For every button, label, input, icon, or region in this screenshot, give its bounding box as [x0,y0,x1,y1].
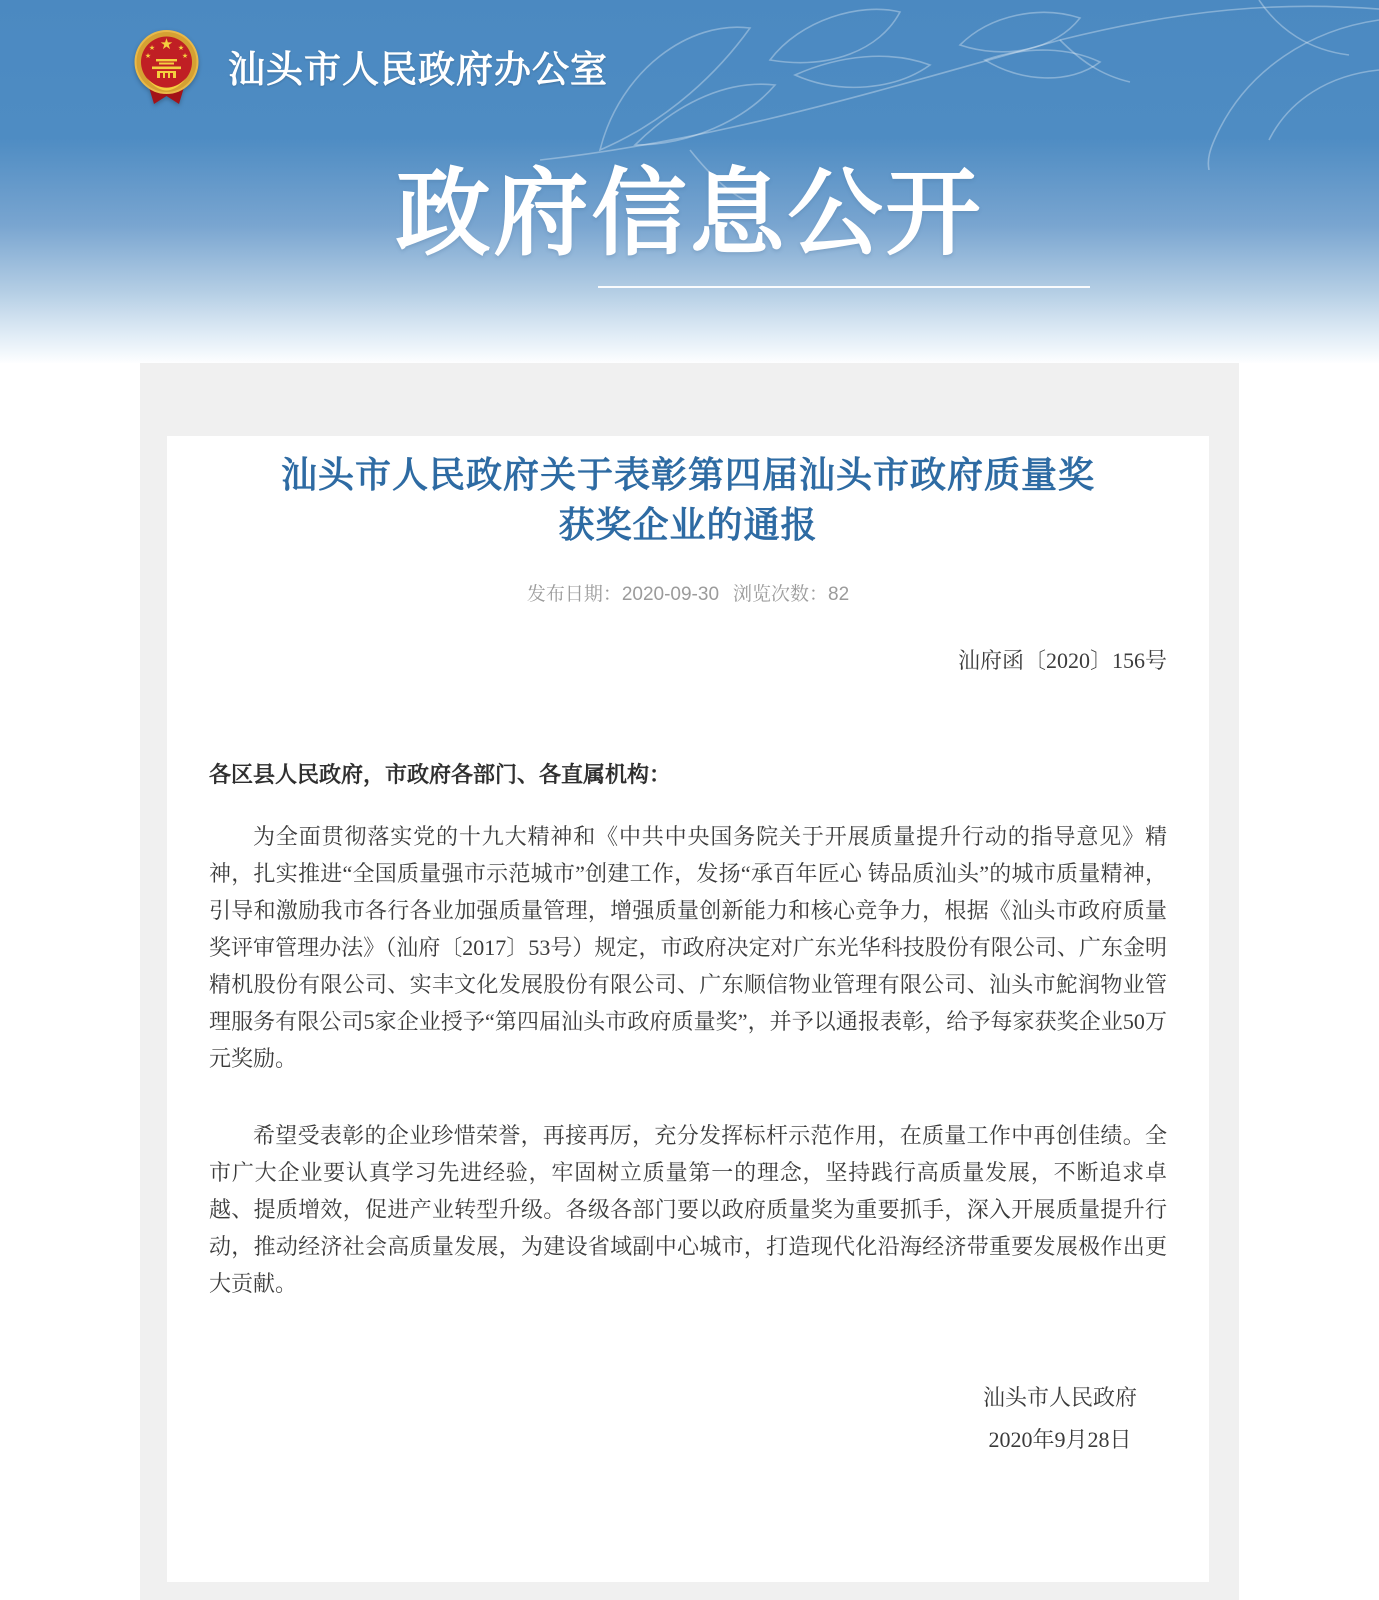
signature-block [209,1382,1167,1456]
document-number: 汕府函〔2020〕156号 [957,648,1167,673]
national-emblem-icon [133,28,200,104]
signature-inner [983,1382,1137,1456]
article-meta [209,584,1167,606]
views-value: 82 [828,584,850,605]
views-label: 浏览次数： [733,584,829,605]
svg-text:★: ★ [159,35,174,53]
svg-text:★: ★ [181,52,189,60]
section-title: 政府信息公开 [395,161,984,267]
site-brand-home-link[interactable] [133,28,608,104]
svg-text:★: ★ [148,44,156,52]
content-container [140,363,1239,1600]
article-title: 汕头市人民政府关于表彰第四届汕头市政府质量奖获奖企业的通报 [280,454,1095,545]
body-paragraph-1: 为全面贯彻落实党的十九大精神和《中共中央国务院关于开展质量提升行动的指导意见》精神，扎实推进“全国质量强市示范城市”创建工作，发扬“承百年匠心 铸品质汕头”的城市质量精神，引导和激励我市各行各业加强质量管理，增强质量创新能力和核心竞争力，根据《汕头市政府质量奖评审管理办法》（汕府〔2017〕53号）规定，市政府决定对广东光华科技股份有限公司、广东金明精机股份有限公司、实丰文化发展股份有限公司、广东顺信物业管理有限公司、汕头市鮀润物业管理服务有限公司5家企业授予“第四届汕头市政府质量奖”，并予以通报表彰，给予每家获奖企业50万元奖励。 [209,824,1167,1071]
site-header [0,0,1379,363]
title-underline [598,286,1090,288]
svg-text:★: ★ [144,52,152,60]
signature-org: 汕头市人民政府 [982,1385,1137,1410]
signature-date: 2020年9月28日 [988,1427,1132,1452]
org-name: 汕头市人民政府办公室 [228,49,608,90]
salutation: 各区县人民政府，市政府各部门、各直属机构： [209,762,672,787]
publish-date-label: 发布日期： [526,584,622,605]
publish-date-value: 2020-09-30 [621,584,720,605]
article-card [167,436,1209,1582]
body-paragraph-2: 希望受表彰的企业珍惜荣誉，再接再厉，充分发挥标杆示范作用，在质量工作中再创佳绩。全市广大企业要认真学习先进经验，牢固树立质量第一的理念，坚持践行高质量发展，不断追求卓越、提质增效，促进产业转型升级。各级各部门要以政府质量奖为重要抓手，深入开展质量提升行动，推动经济社会高质量发展，为建设省域副中心城市，打造现代化沿海经济带重要发展极作出更大贡献。 [209,1123,1167,1296]
svg-text:★: ★ [177,44,185,52]
